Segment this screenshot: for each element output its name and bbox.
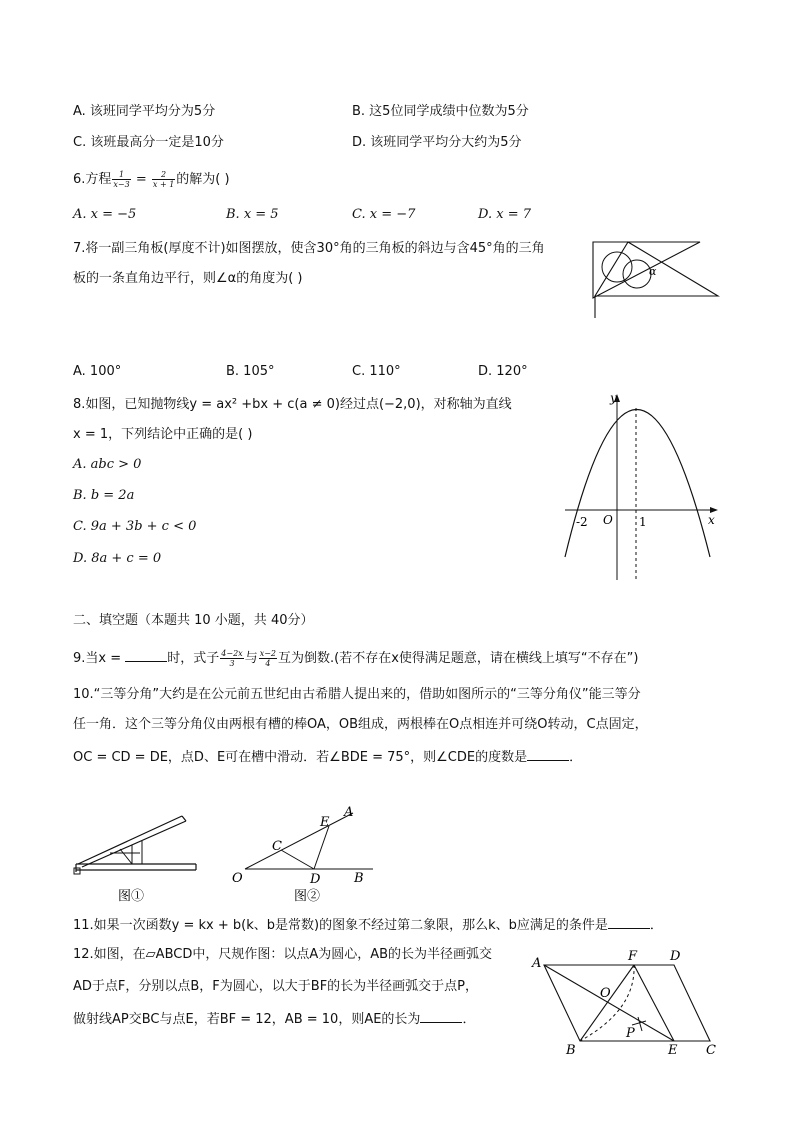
q10-fig2-label-c: C	[272, 839, 282, 854]
q5-option-a: A. 该班同学平均分为5分	[73, 104, 216, 119]
q10-fig2-cd	[281, 850, 314, 869]
q7-triangle-figure	[590, 238, 720, 320]
q10-line-2: 任一角．这个三等分角仪由两根有槽的棒OA，OB组成，两根棒在O点相连并可绕O转动，C点固定，	[73, 717, 648, 732]
q10-fig2-label-b: B	[354, 871, 364, 886]
q8-option-b: B. b = 2a	[73, 488, 135, 503]
q10-fig1-caption: 图①	[118, 889, 145, 904]
q10-fig2-label-e: E	[320, 815, 330, 830]
q6-question: 6.方程 $\frac{1}{x-3}$ = $\frac{2}{x + 1}$ 的解为( )	[73, 170, 230, 189]
q12-parallelogram-figure	[530, 945, 730, 1060]
q8-parabola-figure	[560, 390, 725, 582]
q12-label-d: D	[670, 949, 681, 964]
q11-question: 11.如果一次函数y = kx + b(k、b是常数)的图象不经过第二象限，那么k、b应满足的条件是 ．	[73, 918, 663, 933]
q12-line-2: AD于点F，分别以点B，F为圆心，以大于BF的长为半径画弧交于点P，	[73, 979, 479, 994]
q8-neg2-label: -2	[576, 515, 588, 529]
q12-arc-mark-2	[638, 1017, 642, 1031]
q12-answer-blank[interactable]	[420, 1010, 462, 1023]
q7-option-a: A. 100°	[73, 364, 122, 379]
q7-hole-1	[602, 252, 632, 282]
q7-alpha-label: α	[649, 265, 657, 278]
q12-label-e: E	[668, 1043, 678, 1058]
q12-label-o: O	[600, 986, 611, 1001]
q8-option-c: C. 9a + 3b + c < 0	[73, 519, 197, 534]
q8-y-label: y	[610, 391, 617, 405]
q7-line-1: 7.将一副三角板(厚度不计)如图摆放，使含30°角的三角板的斜边与含45°角的三角	[73, 241, 545, 256]
q8-parabola-curve	[565, 410, 710, 558]
q11-answer-blank[interactable]	[608, 916, 650, 929]
q10-line-1: 10.“三等分角”大约是在公元前五世纪由古希腊人提出来的，借助如图所示的“三等分角仪”能三等分	[73, 687, 641, 702]
q10-fig2-caption: 图②	[294, 889, 321, 904]
q5-option-d: D. 该班同学平均分大约为5分	[352, 135, 522, 150]
q10-fig2-label-o: O	[232, 871, 243, 886]
q9-fraction-2: $\frac{x-2}{4}$	[259, 649, 277, 668]
q12-label-a: A	[532, 956, 542, 971]
q7-triangle-30	[593, 242, 700, 298]
q6-fraction-2: $\frac{2}{x + 1}$	[152, 170, 175, 189]
q5-option-c: C. 该班最高分一定是10分	[73, 135, 224, 150]
q7-option-c: C. 110°	[352, 364, 401, 379]
q10-fig2-geometry	[228, 802, 378, 902]
q8-line-2: x = 1，下列结论中正确的是( )	[73, 427, 253, 442]
q8-one-label: 1	[639, 515, 647, 529]
q5-option-b: B. 这5位同学成绩中位数为5分	[352, 104, 529, 119]
q10-line-3: OC = CD = DE，点D、E可在槽中滑动．若∠BDE = 75°，则∠CDE的度数是 ．	[73, 750, 583, 765]
q9-fraction-1: $\frac{4-2x}{3}$	[221, 649, 243, 668]
q10-fig2-label-a: A	[344, 805, 354, 820]
q8-option-a: A. abc > 0	[73, 457, 142, 472]
q9-answer-blank[interactable]	[125, 649, 167, 662]
q8-x-label: x	[708, 513, 715, 527]
q6-option-d: D. x = 7	[478, 207, 531, 222]
q8-origin-label: O	[603, 513, 613, 527]
q7-line-2: 板的一条直角边平行，则∠α的角度为( )	[73, 271, 303, 286]
q12-label-f: F	[628, 949, 638, 964]
q10-fig1-upper-bar	[78, 816, 182, 864]
q12-line-3: 做射线AP交BC与点E，若BF = 12，AB = 10，则AE的长为 ．	[73, 1012, 476, 1027]
q8-option-d: D. 8a + c = 0	[73, 551, 162, 566]
q12-label-p: P	[626, 1026, 635, 1041]
q6-option-b: B. x = 5	[226, 207, 279, 222]
q10-answer-blank[interactable]	[527, 748, 569, 761]
q10-fig2-label-d: D	[310, 872, 321, 887]
q7-option-b: B. 105°	[226, 364, 275, 379]
q7-hole-2	[623, 260, 651, 288]
q6-option-a: A. x = −5	[73, 207, 137, 222]
section-2-title: 二、填空题（本题共 10 小题，共 40分）	[73, 613, 314, 628]
q12-label-c: C	[706, 1043, 716, 1058]
q10-fig1-trisector	[70, 810, 202, 902]
q12-line-1: 12.如图，在▱ABCD中，尺规作图：以点A为圆心，AB的长为半径画弧交	[73, 947, 493, 962]
q8-line-1: 8.如图，已知抛物线y = ax² +bx + c(a ≠ 0)经过点(−2,0)，对称轴为直线	[73, 397, 512, 412]
q6-fraction-1: $\frac{1}{x-3}$	[113, 170, 130, 189]
q9-question: 9.当x = 时，式子 $\frac{4-2x}{3}$ 与 $\frac{x-2}{4}$ 互为倒数.(若不存在x使得满足题意，请在横线上填写“不存在”)	[73, 649, 639, 668]
q12-label-b: B	[566, 1043, 576, 1058]
q7-option-d: D. 120°	[478, 364, 528, 379]
q6-option-c: C. x = −7	[352, 207, 416, 222]
